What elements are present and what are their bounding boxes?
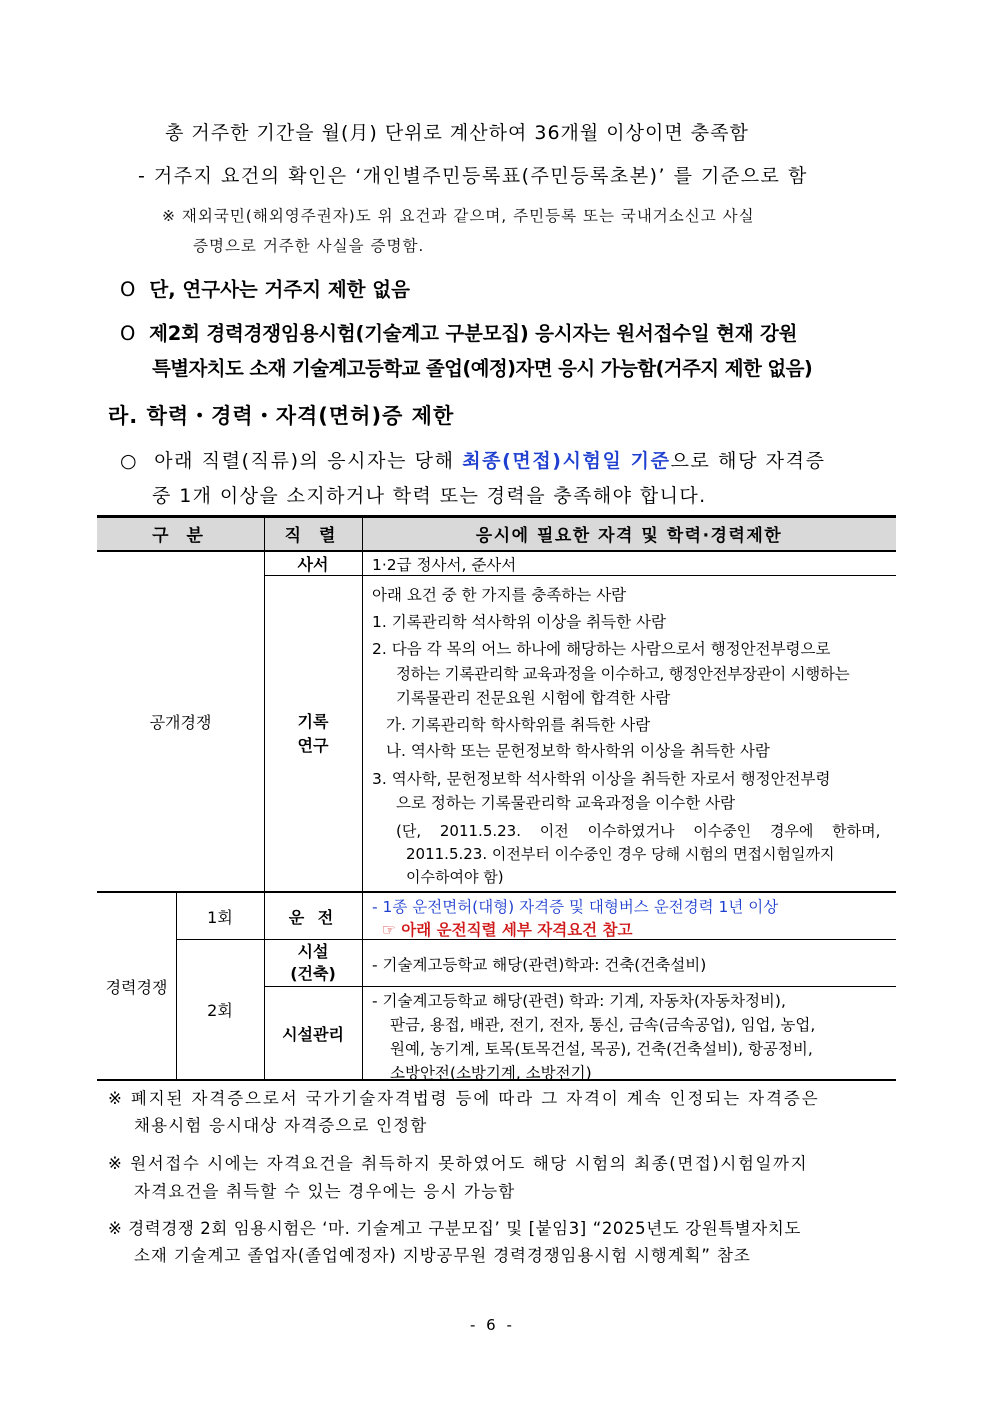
intro-pre: 아래 직렬(직류)의 응시자는 당해 xyxy=(154,450,463,472)
page-number: - 6 - xyxy=(470,1316,515,1334)
driving-label: 운 전 xyxy=(288,907,338,927)
intro-line1 xyxy=(120,446,826,473)
round2-bullet-line2: 특별자치도 소재 기술계고등학교 졸업(예정)자면 응시 가능함(거주지 제한 없음) xyxy=(152,357,813,380)
header-category: 구 분 xyxy=(152,525,209,546)
table-top-border xyxy=(97,515,896,518)
footnote-2-line2: 자격요건을 취득할 수 있는 경우에는 응시 가능함 xyxy=(134,1182,516,1201)
intro-emphasis: 최종(면접)시험일 기준 xyxy=(462,450,671,472)
section-heading: 라. 학력・경력・자격(면허)증 제한 xyxy=(108,404,455,428)
round2-text-a: 제2회 경력경쟁임용시험(기술계고 구분모집) 응시자는 원서접수일 현재 강원 xyxy=(149,322,798,345)
facility-requirement: - 기술계고등학교 해당(관련)학과: 건축(건축설비) xyxy=(372,956,707,974)
mgmt-req-line: 원예, 농기계, 토목(토목건설, 목공), 건축(건축설비), 항공정비, xyxy=(390,1040,813,1058)
researcher-bullet xyxy=(120,274,410,302)
driving-reference: ☞ 아래 운전직렬 세부 자격요건 참고 xyxy=(382,921,633,939)
archive-req-line: 2011.5.23. 이전부터 이수중인 경우 당해 시험의 면접시험일까지 xyxy=(406,845,835,863)
archive-req-line: 가. 기록관리학 학사학위를 취득한 사람 xyxy=(386,716,651,734)
archive-req-line: 아래 요건 중 한 가지를 충족하는 사람 xyxy=(372,586,627,604)
driving-requirement: - 1종 운전면허(대형) 자격증 및 대형버스 운전경력 1년 이상 xyxy=(372,898,779,916)
footnote-1-line1: ※ 폐지된 자격증으로서 국가기술자격법령 등에 따라 그 자격이 계속 인정되는 자격증은 xyxy=(108,1089,820,1108)
header-requirements: 응시에 필요한 자격 및 학력·경력제한 xyxy=(475,525,783,546)
footnote-3-line1: ※ 경력경쟁 2회 임용시험은 ‘마. 기술계고 구분모집’ 및 [붙임3] “2025년도 강원특별자치도 xyxy=(108,1219,801,1238)
footnote-2-line1: ※ 원서접수 시에는 자격요건을 취득하지 못하였어도 해당 시험의 최종(면접)시험일까지 xyxy=(108,1154,809,1173)
intro-post: 으로 해당 자격증 xyxy=(670,450,826,472)
archivist-label-b: 연구 xyxy=(297,735,329,755)
facility-label-b: (건축) xyxy=(290,964,336,983)
librarian-requirement: 1·2급 정사서, 준사서 xyxy=(372,556,517,574)
archive-req-line: 2. 다음 각 목의 어느 하나에 해당하는 사람으로서 행정안전부령으로 xyxy=(372,640,831,658)
column-divider xyxy=(362,516,363,1080)
facility-label-a: 시설 xyxy=(297,942,329,961)
intro-mark: ○ xyxy=(120,450,139,472)
archive-req-line: (단, 2011.5.23. 이전 이수하였거나 이수중인 경우에 한하며, xyxy=(396,822,881,840)
archive-req-line: 기록물관리 전문요원 시험에 합격한 사람 xyxy=(396,689,671,707)
mgmt-req-line: 소방안전(소방기계, 소방전기) xyxy=(390,1064,592,1082)
facility-label xyxy=(264,940,362,986)
round2-bullet-line1 xyxy=(120,318,797,346)
bullet-mark: O xyxy=(120,278,136,301)
overseas-note-line1: ※ 재외국민(해외영주권자)도 위 요건과 같으며, 주민등록 또는 국내거소신고 사실 xyxy=(162,207,755,225)
mgmt-req-line: - 기술계고등학교 해당(관련) 학과: 기계, 자동차(자동차정비), xyxy=(372,992,786,1010)
archive-req-line: 정하는 기록관리학 교육과정을 이수하고, 행정안전부장관이 시행하는 xyxy=(396,665,850,683)
researcher-text: 단, 연구사는 거주지 제한 없음 xyxy=(149,278,410,301)
librarian-label: 사서 xyxy=(297,555,329,574)
facility-mgmt-label: 시설관리 xyxy=(282,1024,344,1044)
bullet-mark: O xyxy=(120,322,136,345)
career-competition-label: 경력경쟁 xyxy=(105,977,168,997)
archive-req-line: 으로 정하는 기록물관리학 교육과정을 이수한 사람 xyxy=(396,794,736,812)
mgmt-req-line: 판금, 용접, 배관, 전기, 전자, 통신, 금속(금속공업), 임업, 농업, xyxy=(390,1016,816,1034)
archive-req-line: 1. 기록관리학 석사학위 이상을 취득한 사람 xyxy=(372,613,666,631)
residence-check-line: - 거주지 요건의 확인은 ‘개인별주민등록표(주민등록초본)’ 를 기준으로 함 xyxy=(138,165,808,187)
round1-label: 1회 xyxy=(207,907,233,927)
header-series: 직 렬 xyxy=(284,525,342,546)
archivist-label xyxy=(264,576,362,891)
archive-req-line: 나. 역사학 또는 문헌정보학 학사학위 이상을 취득한 사람 xyxy=(386,742,770,760)
archive-req-line: 이수하여야 함) xyxy=(406,868,504,886)
archive-req-line: 3. 역사학, 문헌정보학 석사학위 이상을 취득한 자로서 행정안전부령 xyxy=(372,770,831,788)
overseas-note-line2: 증명으로 거주한 사실을 증명함. xyxy=(193,237,425,255)
open-competition-label: 공개경쟁 xyxy=(149,713,212,732)
archivist-label-a: 기록 xyxy=(297,711,329,731)
intro-line2: 중 1개 이상을 소지하거나 학력 또는 경력을 충족해야 합니다. xyxy=(152,485,707,507)
round2-label: 2회 xyxy=(207,1001,233,1020)
footnote-1-line2: 채용시험 응시대상 자격증으로 인정함 xyxy=(134,1116,428,1135)
residence-text-line1: 총 거주한 기간을 월(月) 단위로 계산하여 36개월 이상이면 충족함 xyxy=(165,122,749,144)
footnote-3-line2: 소재 기술계고 졸업자(졸업예정자) 지방공무원 경력경쟁임용시험 시행계획” 참조 xyxy=(134,1246,751,1265)
